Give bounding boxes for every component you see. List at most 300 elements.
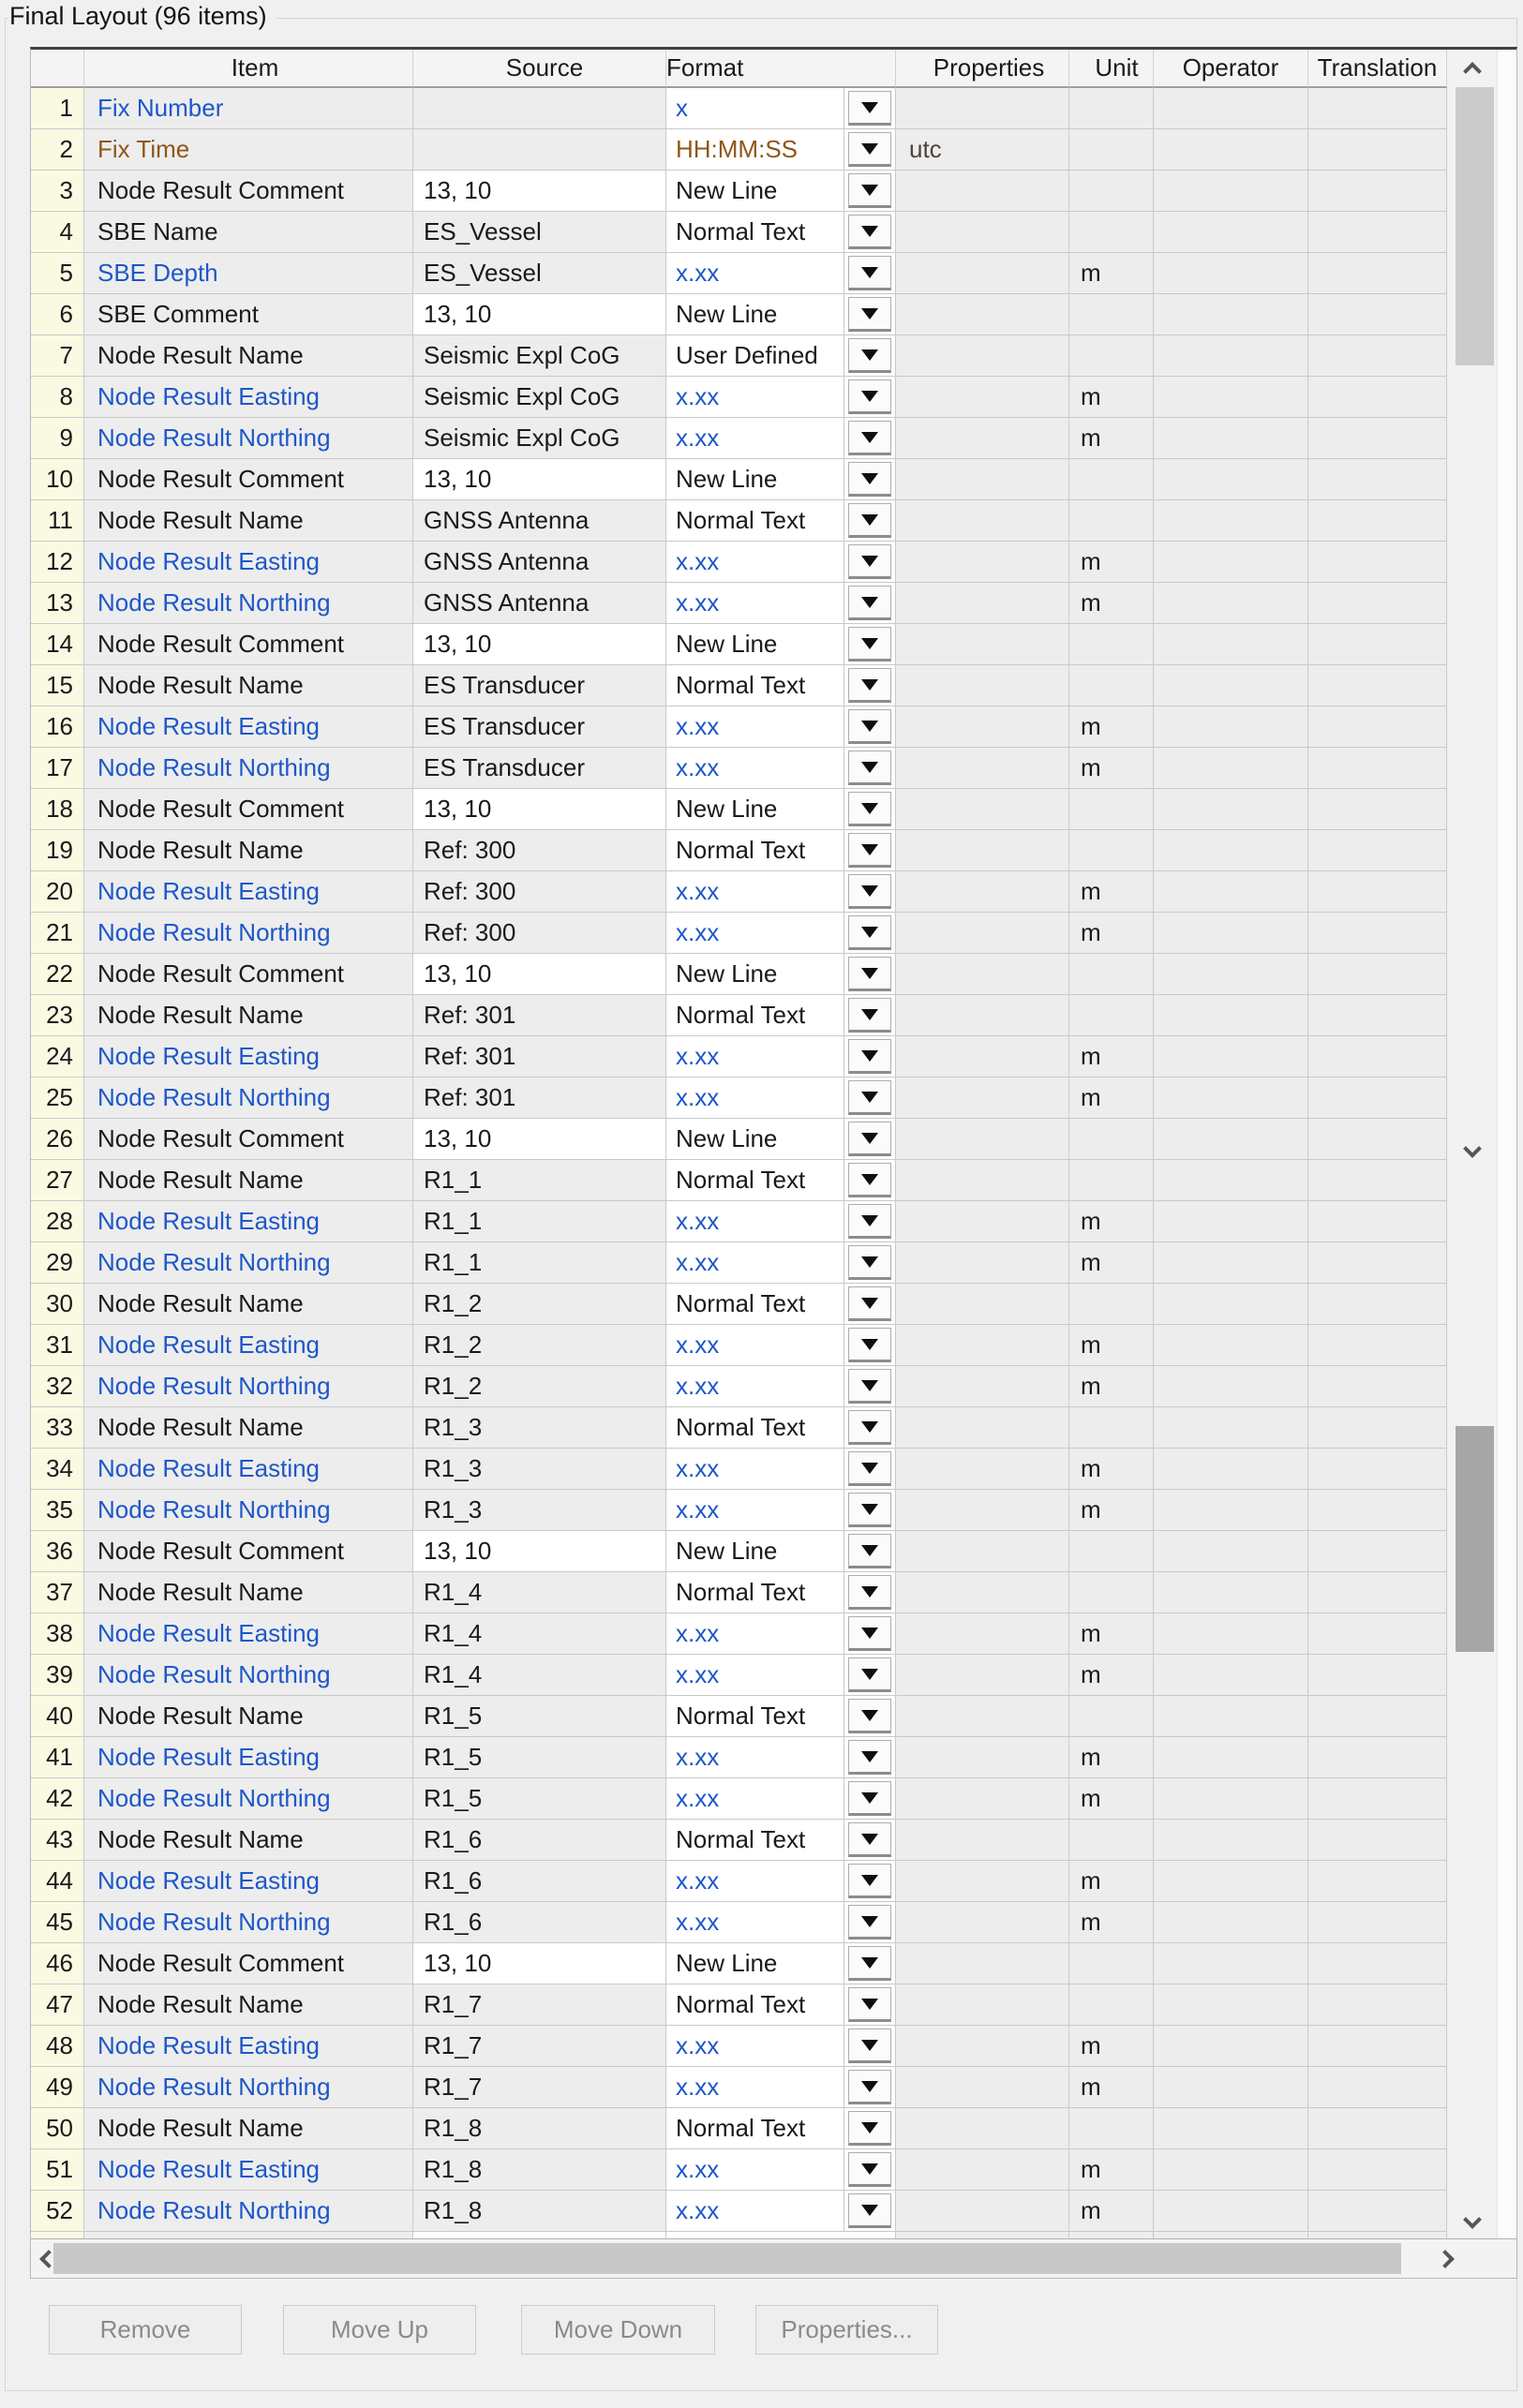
format-cell[interactable] — [666, 1242, 896, 1284]
format-dropdown-button[interactable] — [848, 132, 891, 167]
format-cell[interactable] — [666, 1737, 896, 1778]
horizontal-scrollbar-thumb[interactable] — [53, 2243, 1401, 2274]
operator-cell — [1154, 1036, 1308, 1078]
item-cell: Node Result Name — [84, 1696, 413, 1737]
format-dropdown-button[interactable] — [848, 668, 891, 703]
column-header-source: Source — [413, 50, 666, 88]
format-cell[interactable] — [666, 1531, 896, 1572]
format-cell[interactable] — [666, 913, 896, 954]
unit-cell — [1069, 335, 1154, 377]
partial-row-cell — [1154, 2232, 1308, 2238]
item-cell: Node Result Easting — [84, 1737, 413, 1778]
properties-cell — [896, 459, 1069, 500]
format-cell[interactable] — [666, 871, 896, 913]
horizontal-scrollbar[interactable] — [31, 2238, 1516, 2278]
format-cell[interactable] — [666, 706, 896, 748]
format-dropdown-button[interactable] — [848, 998, 891, 1033]
dropdown-arrow-icon — [861, 1339, 878, 1350]
format-dropdown-button[interactable] — [848, 1163, 891, 1197]
format-cell[interactable] — [666, 1613, 896, 1655]
properties-cell — [896, 748, 1069, 789]
operator-cell — [1154, 1778, 1308, 1820]
table-row — [31, 954, 1447, 995]
format-dropdown-button[interactable] — [848, 1822, 891, 1857]
dropdown-arrow-icon — [861, 679, 878, 691]
properties-cell — [896, 583, 1069, 624]
format-dropdown-button[interactable] — [848, 2070, 891, 2104]
format-value: New Line — [676, 1949, 778, 1977]
format-dropdown-button[interactable] — [848, 2152, 891, 2187]
format-dropdown — [844, 1572, 895, 1613]
operator-cell — [1154, 748, 1308, 789]
format-dropdown — [844, 171, 895, 211]
format-cell[interactable] — [666, 1366, 896, 1407]
format-dropdown-button[interactable] — [848, 1781, 891, 1816]
source-cell[interactable]: 13, 10 — [413, 789, 666, 830]
operator-cell — [1154, 583, 1308, 624]
properties-cell — [896, 171, 1069, 212]
scroll-right-button[interactable] — [1435, 2249, 1456, 2269]
properties-button[interactable]: Properties... — [755, 2305, 938, 2355]
source-cell[interactable]: 13, 10 — [413, 1119, 666, 1160]
format-cell[interactable] — [666, 1407, 896, 1449]
dropdown-arrow-icon — [861, 1586, 878, 1598]
item-cell: Node Result Name — [84, 1572, 413, 1613]
vertical-scrollbar[interactable] — [1447, 50, 1497, 2238]
format-dropdown — [844, 129, 895, 170]
table-row — [31, 253, 1447, 294]
column-header-properties: Properties — [896, 50, 1069, 88]
format-cell[interactable] — [666, 1820, 896, 1861]
row-number: 43 — [31, 1820, 84, 1861]
unit-cell — [1069, 88, 1154, 129]
row-number: 51 — [31, 2149, 84, 2191]
operator-cell — [1154, 1943, 1308, 1984]
properties-cell: utc — [896, 129, 1069, 171]
format-dropdown — [844, 500, 895, 541]
dropdown-arrow-icon — [861, 1215, 878, 1226]
operator-cell — [1154, 418, 1308, 459]
item-cell: Node Result Northing — [84, 1778, 413, 1820]
format-cell[interactable] — [666, 1984, 896, 2026]
dropdown-arrow-icon — [861, 2040, 878, 2051]
row-number: 6 — [31, 294, 84, 335]
table-body — [31, 88, 1516, 2232]
format-dropdown — [844, 418, 895, 458]
format-dropdown-button[interactable] — [848, 1493, 891, 1527]
format-cell[interactable] — [666, 830, 896, 871]
format-cell[interactable] — [666, 1696, 896, 1737]
format-cell[interactable] — [666, 1325, 896, 1366]
format-cell[interactable] — [666, 294, 896, 335]
row-number: 20 — [31, 871, 84, 913]
format-value: Normal Text — [676, 1001, 806, 1029]
operator-cell — [1154, 995, 1308, 1036]
format-cell[interactable] — [666, 624, 896, 665]
format-dropdown-button[interactable] — [848, 2111, 891, 2146]
operator-cell — [1154, 1984, 1308, 2026]
unit-cell — [1069, 1820, 1154, 1861]
properties-cell — [896, 1490, 1069, 1531]
format-dropdown-button[interactable] — [848, 1575, 891, 1610]
unit-cell: m — [1069, 1737, 1154, 1778]
format-dropdown-button[interactable] — [848, 1987, 891, 2022]
table-row — [31, 1984, 1447, 2026]
format-dropdown-button[interactable] — [848, 1039, 891, 1074]
format-cell[interactable] — [666, 2108, 896, 2149]
format-cell[interactable] — [666, 377, 896, 418]
format-dropdown-button[interactable] — [848, 1699, 891, 1733]
source-cell[interactable]: 13, 10 — [413, 459, 666, 500]
format-value: Normal Text — [676, 1578, 806, 1606]
partial-row-cell — [666, 2232, 896, 2238]
format-dropdown-button[interactable] — [848, 338, 891, 373]
format-cell[interactable] — [666, 2067, 896, 2108]
format-value: x.xx — [676, 2196, 720, 2224]
format-cell[interactable] — [666, 1861, 896, 1902]
remove-button[interactable]: Remove — [49, 2305, 242, 2355]
format-cell[interactable] — [666, 748, 896, 789]
unit-cell — [1069, 954, 1154, 995]
operator-cell — [1154, 1531, 1308, 1572]
row-number: 34 — [31, 1449, 84, 1490]
format-cell[interactable] — [666, 1036, 896, 1078]
operator-cell — [1154, 1902, 1308, 1943]
format-value: x.xx — [676, 1083, 720, 1111]
format-dropdown-button[interactable] — [848, 709, 891, 744]
format-cell[interactable] — [666, 2191, 896, 2232]
format-dropdown-button[interactable] — [848, 173, 891, 208]
translation-cell — [1308, 748, 1447, 789]
format-value: Normal Text — [676, 2114, 806, 2142]
format-dropdown-button[interactable] — [848, 1740, 891, 1775]
format-value: Normal Text — [676, 836, 806, 864]
translation-cell — [1308, 1449, 1447, 1490]
properties-cell — [896, 2149, 1069, 2191]
format-dropdown-button[interactable] — [848, 91, 891, 126]
row-number: 3 — [31, 171, 84, 212]
format-cell[interactable] — [666, 1778, 896, 1820]
item-cell: Node Result Easting — [84, 1325, 413, 1366]
format-dropdown-button[interactable] — [848, 915, 891, 950]
format-dropdown — [844, 2149, 895, 2190]
format-value: x.xx — [676, 1454, 720, 1482]
row-number: 22 — [31, 954, 84, 995]
move-down-button[interactable]: Move Down — [521, 2305, 715, 2355]
format-dropdown-button[interactable] — [848, 586, 891, 620]
format-dropdown-button[interactable] — [848, 2193, 891, 2228]
format-dropdown-button[interactable] — [848, 2029, 891, 2063]
row-number: 25 — [31, 1078, 84, 1119]
format-dropdown-button[interactable] — [848, 462, 891, 497]
format-dropdown — [844, 542, 895, 582]
table-row — [31, 2108, 1447, 2149]
operator-cell — [1154, 913, 1308, 954]
format-dropdown-button[interactable] — [848, 1286, 891, 1321]
item-cell: Node Result Name — [84, 1407, 413, 1449]
format-cell[interactable] — [666, 1572, 896, 1613]
item-cell: Node Result Northing — [84, 418, 413, 459]
format-cell[interactable] — [666, 583, 896, 624]
format-cell[interactable] — [666, 789, 896, 830]
table-row — [31, 830, 1447, 871]
format-cell[interactable] — [666, 1160, 896, 1201]
source-cell[interactable]: 13, 10 — [413, 954, 666, 995]
format-dropdown — [844, 1984, 895, 2025]
table-row — [31, 1366, 1447, 1407]
format-cell[interactable] — [666, 253, 896, 294]
dropdown-arrow-icon — [861, 885, 878, 897]
source-cell[interactable]: 13, 10 — [413, 171, 666, 212]
source-cell[interactable]: 13, 10 — [413, 1943, 666, 1984]
format-cell[interactable] — [666, 171, 896, 212]
item-cell: Node Result Name — [84, 500, 413, 542]
column-header-item: Item — [84, 50, 413, 88]
format-cell[interactable] — [666, 418, 896, 459]
properties-cell — [896, 1531, 1069, 1572]
row-number: 14 — [31, 624, 84, 665]
row-number: 12 — [31, 542, 84, 583]
format-value: Normal Text — [676, 1825, 806, 1853]
format-dropdown-button[interactable] — [848, 544, 891, 579]
operator-cell — [1154, 1572, 1308, 1613]
operator-cell — [1154, 954, 1308, 995]
source-cell: R1_5 — [413, 1778, 666, 1820]
format-value: x.xx — [676, 1660, 720, 1688]
source-cell: R1_7 — [413, 2026, 666, 2067]
layout-items-table — [30, 47, 1517, 2279]
table-row — [31, 2026, 1447, 2067]
format-dropdown-button[interactable] — [848, 1946, 891, 1981]
translation-cell — [1308, 542, 1447, 583]
format-cell[interactable] — [666, 500, 896, 542]
format-cell[interactable] — [666, 1201, 896, 1242]
vertical-scrollbar-thumb-lower[interactable] — [1456, 1426, 1494, 1652]
unit-cell: m — [1069, 1201, 1154, 1242]
source-cell: ES Transducer — [413, 748, 666, 789]
properties-cell — [896, 1902, 1069, 1943]
dropdown-arrow-icon — [861, 1174, 878, 1185]
dropdown-arrow-icon — [861, 1256, 878, 1268]
dropdown-arrow-icon — [861, 1669, 878, 1680]
format-cell[interactable] — [666, 1449, 896, 1490]
format-dropdown — [844, 294, 895, 334]
item-cell: Node Result Name — [84, 2108, 413, 2149]
dropdown-arrow-icon — [861, 432, 878, 443]
dropdown-arrow-icon — [861, 308, 878, 320]
properties-cell — [896, 1572, 1069, 1613]
unit-cell — [1069, 1984, 1154, 2026]
item-cell: Node Result Northing — [84, 1490, 413, 1531]
format-dropdown — [844, 1036, 895, 1077]
dropdown-arrow-icon — [861, 391, 878, 402]
row-number: 41 — [31, 1737, 84, 1778]
source-cell: ES_Vessel — [413, 253, 666, 294]
translation-cell — [1308, 294, 1447, 335]
item-cell: Node Result Easting — [84, 1201, 413, 1242]
format-cell[interactable] — [666, 1943, 896, 1984]
format-dropdown-button[interactable] — [848, 1864, 891, 1898]
translation-cell — [1308, 500, 1447, 542]
translation-cell — [1308, 1820, 1447, 1861]
format-cell[interactable] — [666, 2026, 896, 2067]
format-dropdown-button[interactable] — [848, 751, 891, 785]
operator-cell — [1154, 88, 1308, 129]
unit-cell: m — [1069, 2067, 1154, 2108]
table-row — [31, 1407, 1447, 1449]
properties-cell — [896, 1861, 1069, 1902]
properties-cell — [896, 1078, 1069, 1119]
format-dropdown-button[interactable] — [848, 379, 891, 414]
format-value: x.xx — [676, 1743, 720, 1771]
format-cell[interactable] — [666, 542, 896, 583]
item-cell: Node Result Easting — [84, 542, 413, 583]
translation-cell — [1308, 2067, 1447, 2108]
format-cell[interactable] — [666, 1078, 896, 1119]
format-cell[interactable] — [666, 459, 896, 500]
format-dropdown-button[interactable] — [848, 421, 891, 455]
table-row — [31, 1861, 1447, 1902]
format-dropdown — [844, 1655, 895, 1695]
format-value: x.xx — [676, 1330, 720, 1359]
table-row — [31, 995, 1447, 1036]
format-dropdown — [844, 377, 895, 417]
format-cell[interactable] — [666, 1902, 896, 1943]
source-cell[interactable]: 13, 10 — [413, 624, 666, 665]
format-cell[interactable] — [666, 335, 896, 377]
row-number: 40 — [31, 1696, 84, 1737]
unit-cell — [1069, 1119, 1154, 1160]
format-cell[interactable] — [666, 2149, 896, 2191]
format-dropdown-button[interactable] — [848, 1328, 891, 1362]
row-number: 35 — [31, 1490, 84, 1531]
dropdown-arrow-icon — [861, 267, 878, 278]
unit-cell: m — [1069, 913, 1154, 954]
vertical-scrollbar-thumb-top[interactable] — [1456, 87, 1494, 365]
format-dropdown-button[interactable] — [848, 215, 891, 249]
format-dropdown — [844, 1078, 895, 1118]
format-dropdown-button[interactable] — [848, 1245, 891, 1280]
operator-cell — [1154, 1078, 1308, 1119]
format-cell[interactable] — [666, 1284, 896, 1325]
format-dropdown-button[interactable] — [848, 256, 891, 290]
properties-cell — [896, 1366, 1069, 1407]
format-cell[interactable] — [666, 954, 896, 995]
operator-cell — [1154, 2067, 1308, 2108]
table-row — [31, 2149, 1447, 2191]
scroll-down-button-upper[interactable] — [1462, 1138, 1483, 1159]
format-dropdown-button[interactable] — [848, 874, 891, 909]
format-dropdown — [844, 624, 895, 664]
format-cell[interactable] — [666, 129, 896, 171]
column-header-translation: Translation — [1308, 50, 1447, 88]
row-number: 44 — [31, 1861, 84, 1902]
item-cell: Node Result Name — [84, 1284, 413, 1325]
row-number: 42 — [31, 1778, 84, 1820]
format-dropdown-button[interactable] — [848, 503, 891, 538]
format-dropdown-button[interactable] — [848, 1410, 891, 1445]
source-cell: R1_3 — [413, 1449, 666, 1490]
format-dropdown-button[interactable] — [848, 792, 891, 826]
dropdown-arrow-icon — [861, 1298, 878, 1309]
table-row — [31, 1119, 1447, 1160]
chevron-up-icon — [1463, 62, 1482, 81]
item-cell: Node Result Easting — [84, 1613, 413, 1655]
source-cell: GNSS Antenna — [413, 583, 666, 624]
source-cell[interactable]: 13, 10 — [413, 1531, 666, 1572]
unit-cell — [1069, 459, 1154, 500]
format-cell[interactable] — [666, 1119, 896, 1160]
table-row — [31, 294, 1447, 335]
move-up-button[interactable]: Move Up — [283, 2305, 476, 2355]
unit-cell: m — [1069, 1902, 1154, 1943]
source-cell[interactable]: 13, 10 — [413, 294, 666, 335]
format-cell[interactable] — [666, 1490, 896, 1531]
format-dropdown-button[interactable] — [848, 957, 891, 991]
operator-cell — [1154, 129, 1308, 171]
format-dropdown-button[interactable] — [848, 1080, 891, 1115]
format-dropdown-button[interactable] — [848, 1451, 891, 1486]
scroll-down-button-lower[interactable] — [1462, 2209, 1483, 2230]
dropdown-arrow-icon — [861, 1628, 878, 1639]
item-cell: Node Result Easting — [84, 1036, 413, 1078]
table-row — [31, 1778, 1447, 1820]
format-dropdown-button[interactable] — [848, 1369, 891, 1404]
dropdown-arrow-icon — [861, 1133, 878, 1144]
properties-cell — [896, 1284, 1069, 1325]
format-value: New Line — [676, 959, 778, 988]
table-row — [31, 2067, 1447, 2108]
format-value: x.xx — [676, 1784, 720, 1812]
chevron-down-icon — [1463, 1139, 1482, 1158]
format-dropdown-button[interactable] — [848, 1204, 891, 1239]
item-cell: Node Result Comment — [84, 624, 413, 665]
format-dropdown-button[interactable] — [848, 1616, 891, 1651]
format-dropdown-button[interactable] — [848, 1122, 891, 1156]
format-dropdown-button[interactable] — [848, 1905, 891, 1940]
row-number: 49 — [31, 2067, 84, 2108]
operator-cell — [1154, 1366, 1308, 1407]
format-dropdown-button[interactable] — [848, 833, 891, 868]
format-cell[interactable] — [666, 665, 896, 706]
properties-cell — [896, 1036, 1069, 1078]
translation-cell — [1308, 871, 1447, 913]
format-dropdown — [844, 1613, 895, 1654]
dropdown-arrow-icon — [861, 1834, 878, 1845]
format-cell[interactable] — [666, 995, 896, 1036]
source-cell: GNSS Antenna — [413, 542, 666, 583]
format-dropdown-button[interactable] — [848, 1534, 891, 1568]
source-cell: ES Transducer — [413, 665, 666, 706]
column-header-format: Format — [666, 50, 896, 88]
table-row — [31, 1737, 1447, 1778]
format-dropdown-button[interactable] — [848, 297, 891, 332]
format-dropdown-button[interactable] — [848, 1657, 891, 1692]
translation-cell — [1308, 1160, 1447, 1201]
unit-cell: m — [1069, 1778, 1154, 1820]
unit-cell — [1069, 129, 1154, 171]
table-row — [31, 1572, 1447, 1613]
format-cell[interactable] — [666, 1655, 896, 1696]
table-row — [31, 1490, 1447, 1531]
format-value: x.xx — [676, 382, 720, 410]
format-dropdown-button[interactable] — [848, 627, 891, 661]
unit-cell — [1069, 1160, 1154, 1201]
scroll-up-button[interactable] — [1462, 61, 1483, 82]
format-cell[interactable] — [666, 88, 896, 129]
format-cell[interactable] — [666, 212, 896, 253]
table-row — [31, 171, 1447, 212]
